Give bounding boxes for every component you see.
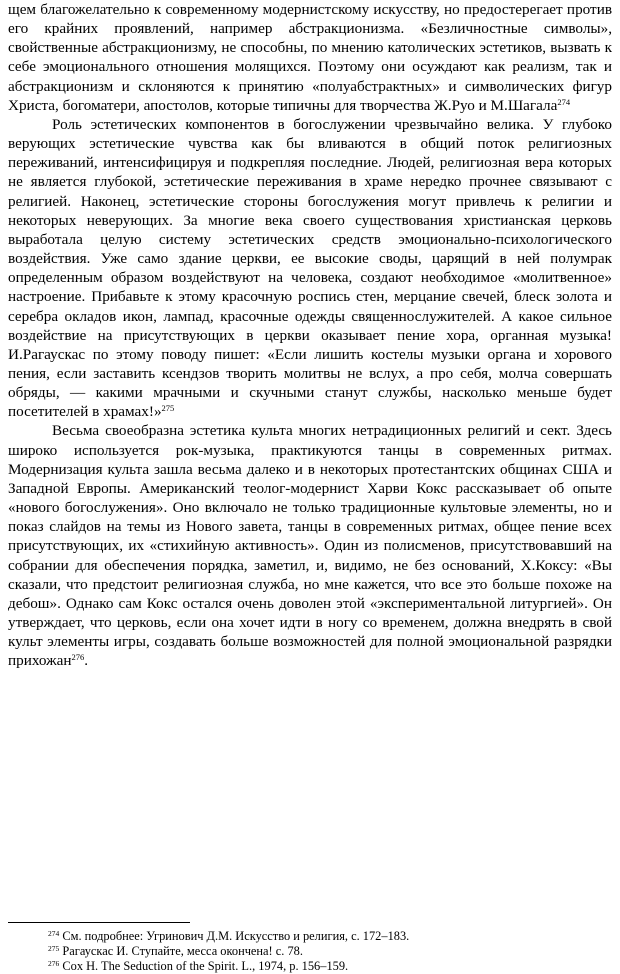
paragraph-3	[8, 421, 612, 670]
paragraph-text: Роль эстетических компонентов в богослужении чрезвычайно велика. У глубоко верующих эстетические чувства как бы вливаются в общий поток религиозных переживаний, интенсифицируя и подкрепляя последние. Людей, религиозная вера которых не является глубокой, эстетические переживания в храме нередко прочнее связывают с религией. Наконец, эстетические стороны богослужения могут привлечь к религии и некоторых неверующих. За многие века своего существования христианская церковь выработала целую систему эстетических средств эмоционально-психологического воздействия. Уже само здание церкви, ее высокие своды, царящий в ней полумрак определенным образом воздействуют на человека, создают необходимое «молитвенное» настроение. Прибавьте к этому красочную роспись стен, мерцание свечей, блеск золота и серебра окладов икон, лампад, красочные одежды священнослужителей. А какое сильное воздействие на присутствующих в церкви оказывает пение хора, органная музыка! И.Рагаускас по этому поводу пишет: «Если лишить костелы музыки органа и хорового пения, если заставить ксендзов творить молитвы не вслух, а про себя, молча совершать обряды, — какими мрачными и скучными станут службы, насколько меньше будет посетителей в храмах!»	[8, 115, 612, 421]
paragraph-2	[8, 115, 612, 422]
footnote-text: Рагаускас И. Ступайте, месса окончена! с. 78.	[62, 944, 303, 958]
footnote-ref-274[interactable]: 274	[557, 96, 571, 107]
footnotes	[8, 922, 612, 974]
paragraph-text: Весьма своеобразна эстетика культа многих нетрадиционных религий и сект. Здесь широко используется рок-музыка, практикуются танцы в современных ритмах. Модернизация культа зашла весьма далеко и в некоторых протестантских общинах США и Западной Европы. Американский теолог-модернист Харви Кокс рассказывает об опыте «нового богослужения». Оно включало не только традиционные культовые элементы, но и показ слайдов на темы из Нового завета, танцы в современных ритмах, общее пение всех присутствующих, их «стихийную активность». Один из полисменов, присутствовавший на собрании для обеспечения порядка, заметил, и, видимо, не без оснований, Х.Коксу: «Вы сказали, что предстоит религиозная служба, но мне кажется, что все это больше похоже на дебош». Однако сам Кокс остался очень доволен этой «экспериментальной литургией». Он утверждает, что церковь, если она хочет идти в ногу со временем, должна внедрять в свой культ элементы игры, создавать больше возможностей для полной эмоциональной разрядки прихожан	[8, 422, 612, 670]
footnote-number: 275	[48, 944, 60, 953]
footnote-ref-276[interactable]: 276	[71, 652, 85, 663]
paragraph-tail: .	[84, 652, 88, 670]
footnote-number: 274	[48, 929, 60, 938]
footnote-divider	[8, 922, 190, 923]
footnote-275	[8, 944, 612, 959]
paragraph-text: щем благожелательно к современному модернистскому искусству, но предостерегает против его крайних проявлений, например абстракционизма. «Безличностные символы», свойственные абстракционизму, не способны, по мнению католических эстетиков, вызвать к себе эмоционального отношения молящихся. Поэтому они осуждают как реализм, так и абстракционизм и склоняются к принятию «полуабстрактных» и символических фигур Христа, богоматери, апостолов, которые типичны для творчества Ж.Руо и М.Шагала	[8, 1, 612, 114]
footnote-text: Cox H. The Seduction of the Spirit. L., 1974, p. 156–159.	[62, 959, 349, 973]
footnote-276	[8, 959, 612, 974]
footnote-274	[8, 929, 612, 944]
main-text	[8, 0, 612, 670]
paragraph-1	[8, 0, 612, 115]
footnote-ref-275[interactable]: 275	[161, 403, 175, 414]
footnote-text: См. подробнее: Угринович Д.М. Искусство и религия, с. 172–183.	[62, 929, 410, 943]
footnote-number: 276	[48, 959, 60, 968]
